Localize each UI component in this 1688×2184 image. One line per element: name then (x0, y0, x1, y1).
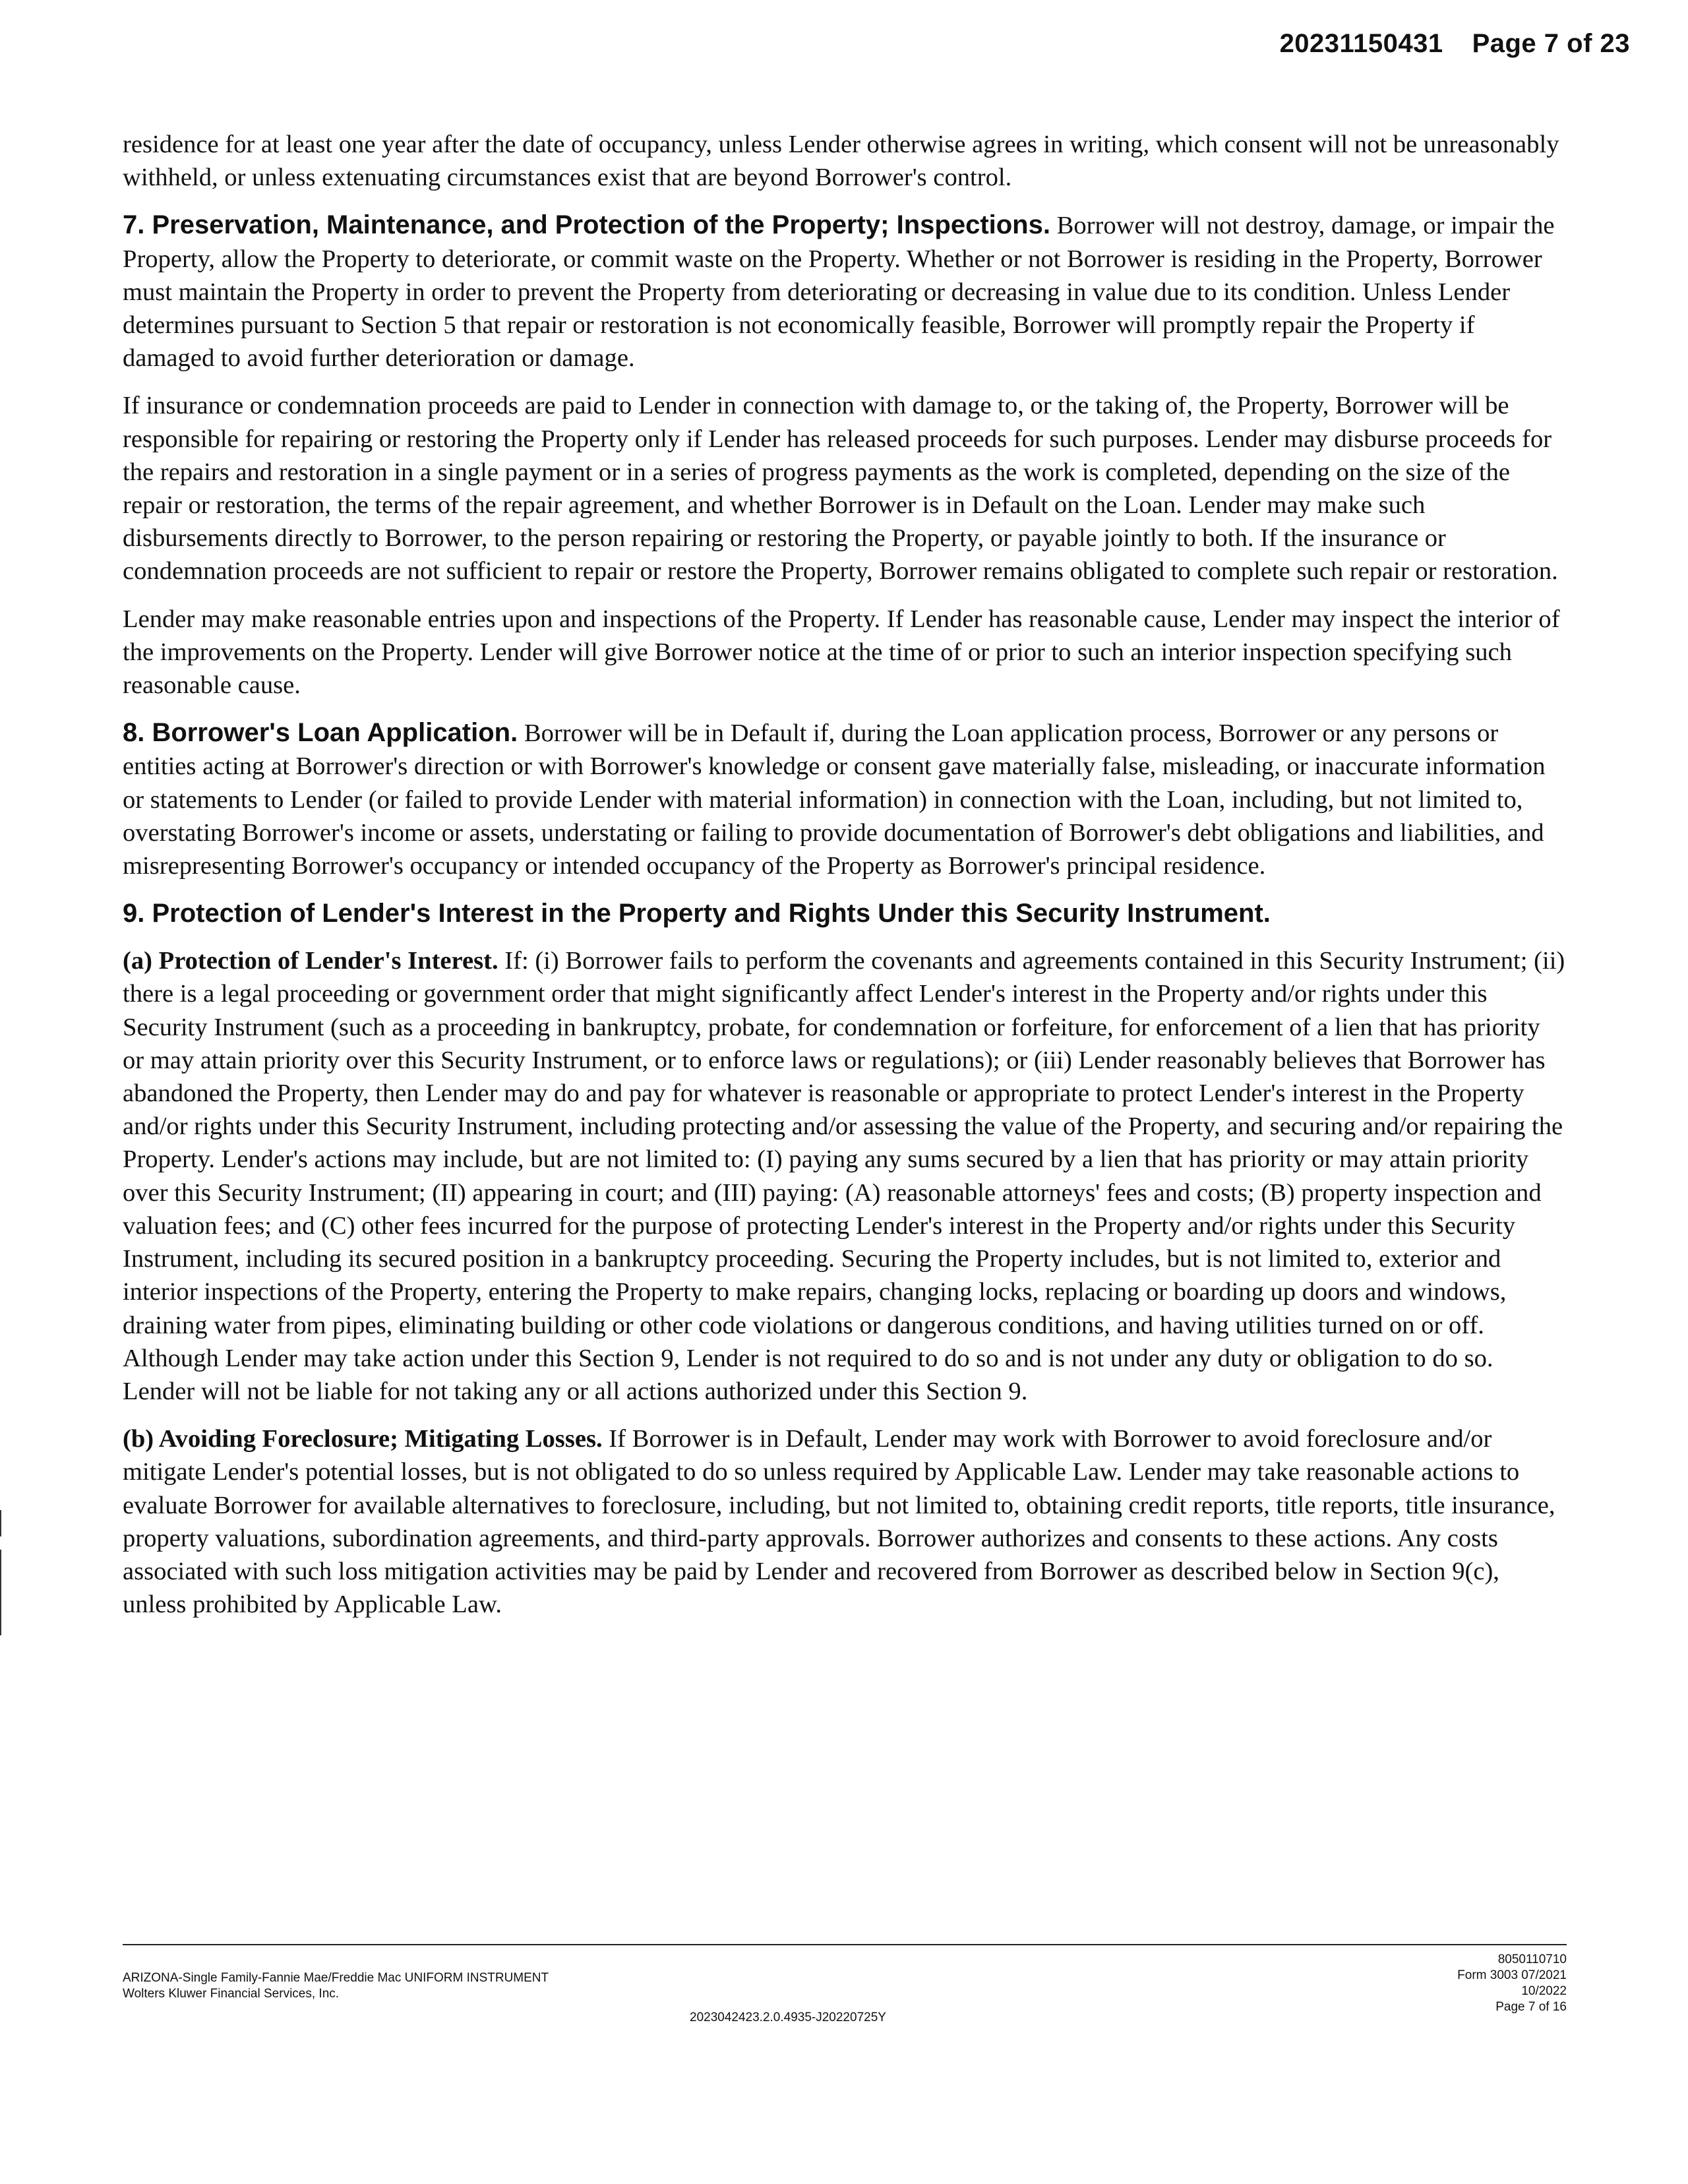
section-9-title: 9. Protection of Lender's Interest in the Property and Rights Under this Security Instrument. (123, 899, 1271, 928)
page-footer (123, 1952, 1567, 2031)
footer-revision-date: 10/2022 (1521, 1984, 1567, 1998)
footer-loan-number: 8050110710 (1497, 1953, 1567, 1966)
section-9a-body: If: (i) Borrower fails to perform the covenants and agreements contained in this Security Instrument; (ii) there is a legal proceeding or government order that might significantly affect Lender's interest in the Property and/or rights under this Security Instrument (such as a proceeding in bankruptcy, probate, for condemnation or forfeiture, for enforcement of a lien that has priority or may attain priority over this Security Instrument, or to enforce laws or regulations); or (iii) Lender reasonably believes that Borrower has abandoned the Property, then Lender may do and pay for whatever is reasonable or appropriate to protect Lender's interest in the Property and/or rights under this Security Instrument, including protecting and/or assessing the value of the Property, and securing and/or repairing the Property. Lender's actions may include, but are not limited to: (I) paying any sums secured by a lien that has priority or may attain priority over this Security Instrument; (II) appearing in court; and (III) paying: (A) reasonable attorneys' fees and costs; (B) property inspection and valuation fees; and (C) other fees incurred for the purpose of protecting Lender's interest in the Property and/or rights under this Security Instrument, including its secured position in a bankruptcy proceeding. Securing the Property includes, but is not limited to, exterior and interior inspections of the Property, entering the Property to make repairs, changing locks, replacing or boarding up doors and windows, draining water from pipes, eliminating building or other code violations or dangerous conditions, and having utilities turned on or off. Although Lender may take action under this Section 9, Lender is not required to do so and is not under any duty or obligation to do so. Lender will not be liable for not taking any or all actions authorized under this Section 9. (123, 947, 1565, 1405)
page-counter: Page 7 of 23 (1472, 29, 1630, 58)
footer-form-info (123, 1970, 549, 2002)
document-body (123, 128, 1567, 1635)
section-9a-title: (a) Protection of Lender's Interest. (123, 947, 498, 975)
footer-form-number: Form 3003 07/2021 (1457, 1968, 1567, 1982)
section-7-inspection-paragraph: Lender may make reasonable entries upon and inspections of the Property. If Lender has reasonable cause, Lender may inspect the interior of the improvements on the Property. Lender will give Borrower notice at the time of or prior to such an interior inspection specifying such reasonable cause. (123, 605, 1560, 700)
footer-publisher: Wolters Kluwer Financial Services, Inc. (123, 1987, 340, 2001)
scan-margin-mark (0, 1550, 1, 1635)
section-9b-paragraph (123, 1422, 1567, 1621)
scan-margin-mark (0, 1510, 1, 1536)
section-8-body: Borrower will be in Default if, during the Loan application process, Borrower or any persons or entities acting at Borrower's direction or with Borrower's knowledge or consent gave materially false, misleading, or inaccurate information or statements to Lender (or failed to provide Lender with material information) in connection with the Loan, including, but not limited to, overstating Borrower's income or assets, understating or failing to provide documentation of Borrower's debt obligations and liabilities, and misrepresenting Borrower's occupancy or intended occupancy of the Property as Borrower's principal residence. (123, 719, 1546, 880)
section-9b-body: If Borrower is in Default, Lender may work with Borrower to avoid foreclosure and/or mitigate Lender's potential losses, but is not obligated to do so unless required by Applicable Law. Lender may take reasonable actions to evaluate Borrower for available alternatives to foreclosure, including, but not limited to, obtaining credit reports, title reports, title insurance, property valuations, subordination agreements, and third-party approvals. Borrower authorizes and consents to these actions. Any costs associated with such loss mitigation activities may be paid by Lender and recovered from Borrower as described below in Section 9(c), unless prohibited by Applicable Law. (123, 1425, 1555, 1619)
section-9a-paragraph (123, 944, 1567, 1408)
section-7-paragraph (123, 208, 1567, 375)
recording-number: 20231150431 (1279, 29, 1443, 58)
page-header (1280, 29, 1630, 59)
footer-form-numbers (1457, 1952, 1567, 2015)
section-9b-title: (b) Avoiding Foreclosure; Mitigating Losses. (123, 1425, 603, 1453)
section-7-body: Borrower will not destroy, damage, or impair the Property, allow the Property to deteriorate, or commit waste on the Property. Whether or not Borrower is residing in the Property, Borrower must maintain the Property in order to prevent the Property from deteriorating or decreasing in value due to its condition. Unless Lender determines pursuant to Section 5 that repair or restoration is not economically feasible, Borrower will promptly repair the Property if damaged to avoid further deterioration or damage. (123, 212, 1555, 373)
section-8-paragraph (123, 716, 1567, 882)
footer-page-number: Page 7 of 16 (1495, 2000, 1567, 2014)
footer-document-id: 2023042423.2.0.4935-J20220725Y (690, 2011, 886, 2024)
footer-divider (123, 1944, 1567, 1945)
section-7-title: 7. Preservation, Maintenance, and Protection of the Property; Inspections. (123, 210, 1050, 240)
footer-form-title: ARIZONA-Single Family-Fannie Mae/Freddie Mac UNIFORM INSTRUMENT (123, 1971, 549, 1985)
paragraph-residence-continuation: residence for at least one year after the date of occupancy, unless Lender otherwise agrees in writing, which consent will not be unreasonably withheld, or unless extenuating circumstances exist that are beyond Borrower's control. (123, 131, 1559, 192)
section-7-insurance-paragraph: If insurance or condemnation proceeds are paid to Lender in connection with damage to, or the taking of, the Property, Borrower will be responsible for repairing or restoring the Property only if Lender has released proceeds for such purposes. Lender may disburse proceeds for the repairs and restoration in a single payment or in a series of progress payments as the work is completed, depending on the size of the repair or restoration, the terms of the repair agreement, and whether Borrower is in Default on the Loan. Lender may make such disbursements directly to Borrower, to the person repairing or restoring the Property, or payable jointly to both. If the insurance or condemnation proceeds are not sufficient to repair or restore the Property, Borrower remains obligated to complete such repair or restoration. (123, 392, 1558, 586)
section-8-title: 8. Borrower's Loan Application. (123, 718, 518, 748)
